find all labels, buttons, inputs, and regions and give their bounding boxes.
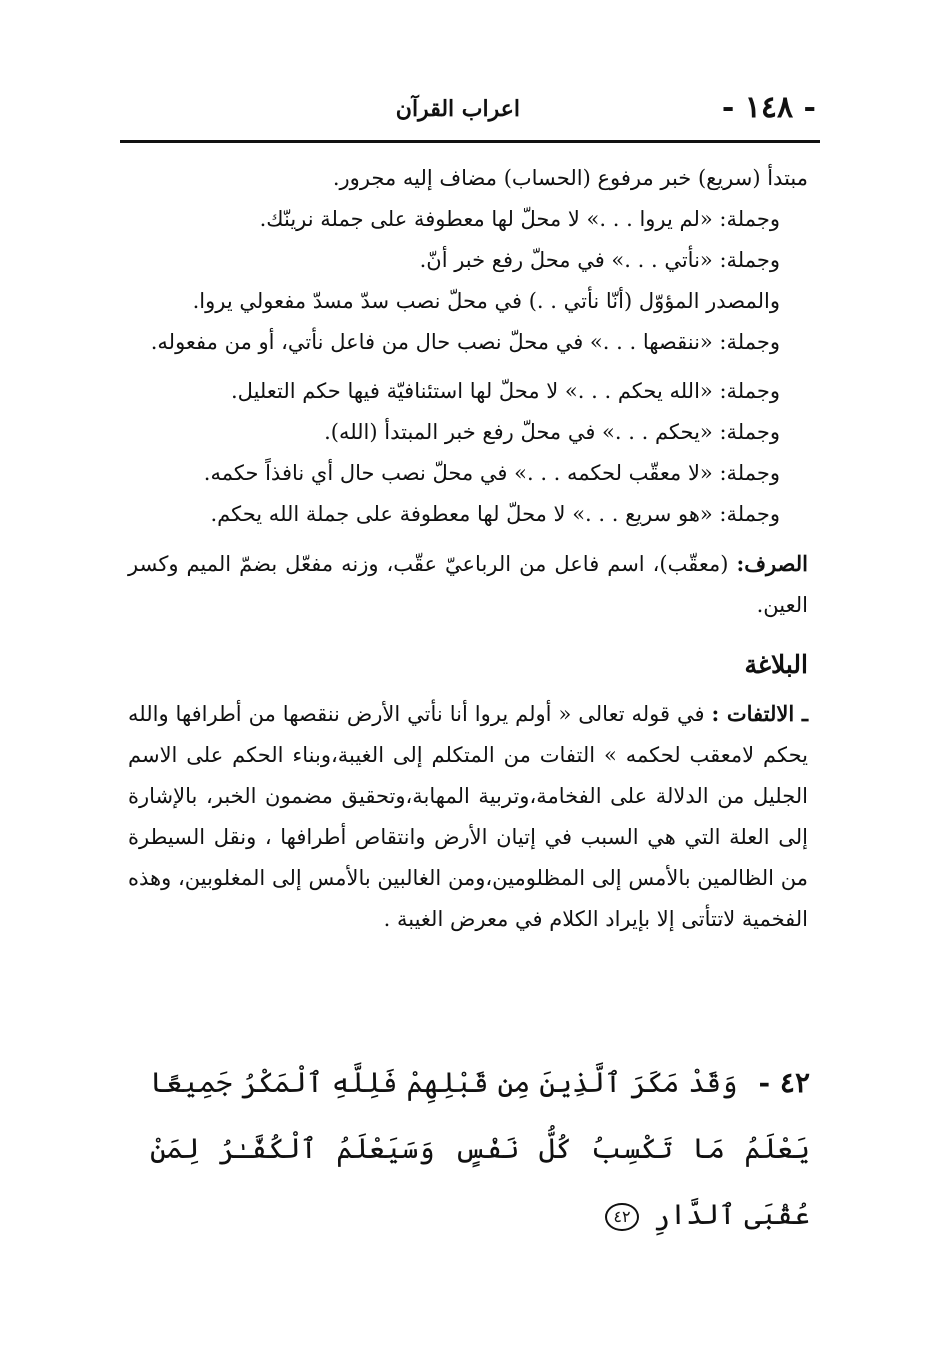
- book-title: اعراب القرآن: [395, 96, 520, 122]
- page-body: [128, 158, 808, 940]
- quran-verse: [150, 1050, 810, 1248]
- balagha-paragraph: [128, 693, 808, 940]
- sarf-term: الصرف:: [736, 551, 809, 576]
- irab-line: وجملة: «لم يروا . . .» لا محلّ لها معطوفة على جملة نرينّك.: [259, 207, 780, 231]
- balagha-text: في قوله تعالى « أولم يروا أنا نأتي الأرض ننقصها من أطرافها والله يحكم لامعقب لحكمه » التفات من المتكلم إلى الغيبة،وبناء الحكم على الاسم الجليل من الدلالة على الفخامة،وتربية المهابة،وتحقيق مضمون الخبر، بالإشارة إلى العلة التي هي السبب في إتيان الأرض وانتقاص أطرافها ، ونقل السيطرة من الظالمين بالأمس إلى المظلومين،ومن الغالبين بالأمس إلى المغلوبين، وهذه الفخمية لاتتأتى إلا بإيراد الكلام في معرض الغيبة .: [128, 702, 808, 931]
- verse-text: وَقَدْ مَكَرَ ٱلَّذِينَ مِن قَبْلِهِمْ فَلِلَّهِ ٱلْمَكْرُ جَمِيعًا يَعْلَمُ مَا تَكْسِبُ كُلُّ نَفْسٍ وَسَيَعْلَمُ ٱلْكُفَّـٰرُ لِمَنْ عُقْبَى ٱلدَّارِ: [150, 1066, 810, 1231]
- irab-line: وجملة: «نأتي . . .» في محلّ رفع خبر أنّ.: [419, 248, 780, 272]
- irab-line: وجملة: «هو سريع . . .» لا محلّ لها معطوفة على جملة الله يحكم.: [210, 502, 780, 526]
- page-number: - ١٤٨ -: [721, 90, 816, 125]
- verse-number: ٤٢ -: [758, 1066, 810, 1099]
- balagha-term: ـ الالتفات :: [711, 701, 808, 726]
- sarf-paragraph: [128, 543, 808, 626]
- section-heading-balagha: البلاغة: [744, 650, 808, 679]
- irab-line: وجملة: «يحكم . . .» في محلّ رفع خبر المبتدأ (الله).: [324, 420, 780, 444]
- irab-line: وجملة: «لا معقّب لحكمه . . .» في محلّ نصب حال أي نافذاً حكمه.: [203, 461, 780, 485]
- irab-line: والمصدر المؤوّل (أنّا نأتي . .) في محلّ نصب سدّ مسدّ مفعولي يروا.: [192, 289, 780, 313]
- sarf-text: (معقّب)، اسم فاعل من الرباعيّ عقّب، وزنه مفعّل بضمّ الميم وكسر العين.: [128, 552, 808, 617]
- irab-line: مبتدأ (سريع) خبر مرفوع (الحساب) مضاف إليه مجرور.: [332, 166, 808, 190]
- irab-line: وجملة: «ننقصها . . .» في محلّ نصب حال من فاعل نأتي، أو من مفعوله.: [150, 330, 780, 354]
- irab-line: وجملة: «الله يحكم . . .» لا محلّ لها استئنافيّة فيها حكم التعليل.: [230, 379, 780, 403]
- page-header: [120, 86, 820, 132]
- ayah-end-marker: ٤٢: [605, 1203, 638, 1231]
- header-divider: [120, 140, 820, 143]
